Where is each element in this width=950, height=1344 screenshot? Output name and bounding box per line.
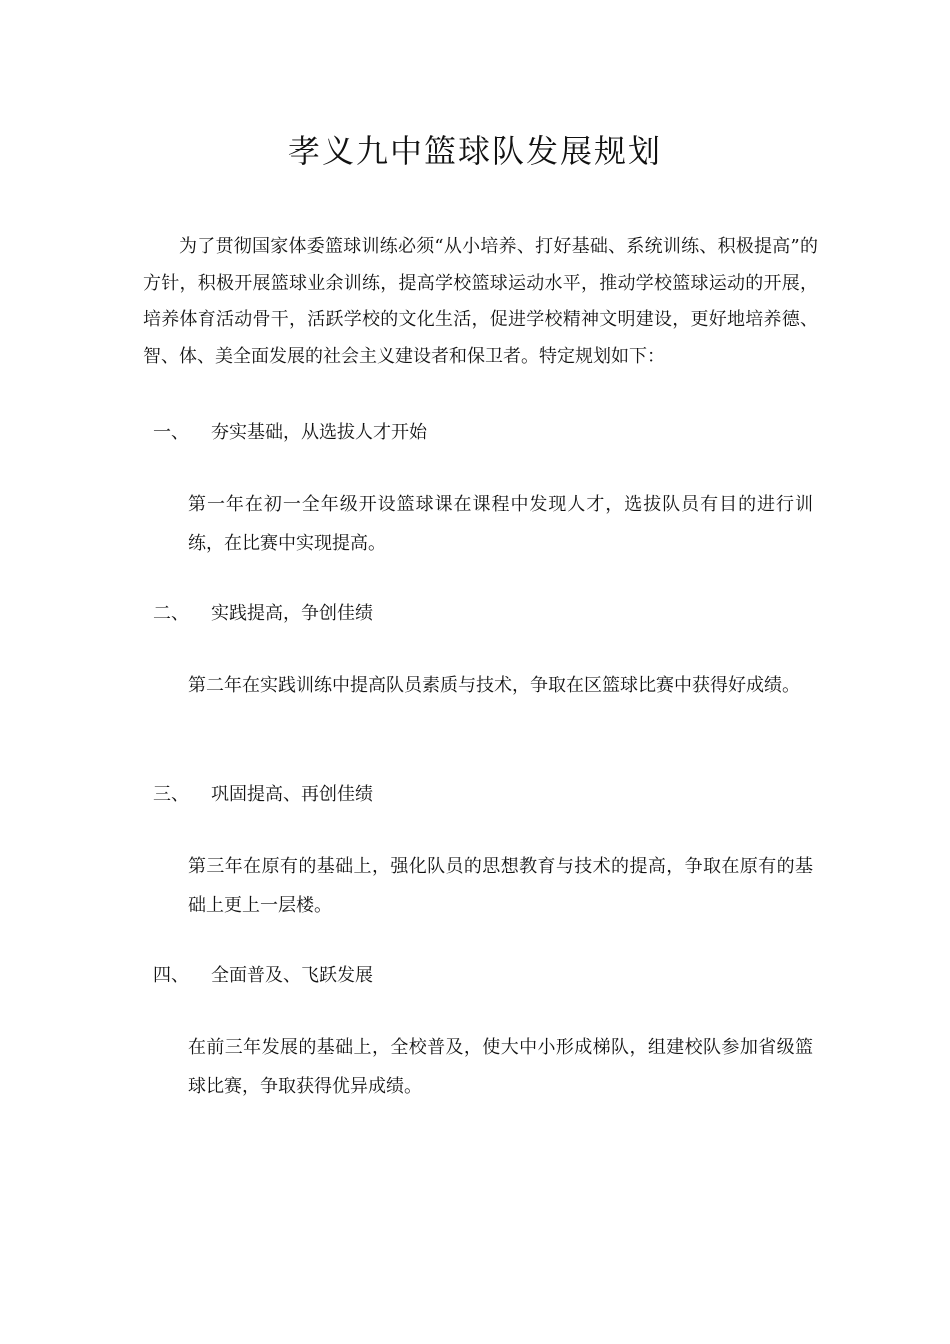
section-4-body: 在前三年发展的基础上，全校普及，使大中小形成梯队，组建校队参加省级篮球比赛，争取获得优异成绩。 bbox=[188, 1037, 813, 1097]
section-3-title: 巩固提高、再创佳绩 bbox=[211, 784, 373, 805]
section-3-heading bbox=[153, 780, 373, 810]
section-3-body: 第三年在原有的基础上，强化队员的思想教育与技术的提高，争取在原有的基础上更上一层楼。 bbox=[188, 856, 813, 916]
section-4-number: 四、 bbox=[153, 965, 189, 986]
section-2-heading bbox=[153, 599, 373, 629]
section-2-title: 实践提高，争创佳绩 bbox=[211, 603, 373, 624]
section-1-heading bbox=[153, 418, 427, 448]
intro-paragraph: 为了贯彻国家体委篮球训练必须“从小培养、打好基础、系统训练、积极提高”的方针，积极开展篮球业余训练，提高学校篮球运动水平，推动学校篮球运动的开展，培养体育活动骨干，活跃学校的文化生活，促进学校精神文明建设，更好地培养德、智、体、美全面发展的社会主义建设者和保卫者。特定规划如下： bbox=[143, 236, 818, 367]
section-2-body: 第二年在实践训练中提高队员素质与技术，争取在区篮球比赛中获得好成绩。 bbox=[188, 675, 800, 696]
section-3-number: 三、 bbox=[153, 784, 189, 805]
section-1-body: 第一年在初一全年级开设篮球课在课程中发现人才，选拔队员有目的进行训练，在比赛中实现提高。 bbox=[188, 494, 813, 554]
document-title: 孝义九中篮球队发展规划 bbox=[287, 132, 662, 170]
section-4-title: 全面普及、飞跃发展 bbox=[211, 965, 373, 986]
section-1-number: 一、 bbox=[153, 422, 189, 443]
section-1-title: 夯实基础，从选拔人才开始 bbox=[211, 422, 427, 443]
section-2-number: 二、 bbox=[153, 603, 189, 624]
section-4-heading bbox=[153, 961, 373, 991]
